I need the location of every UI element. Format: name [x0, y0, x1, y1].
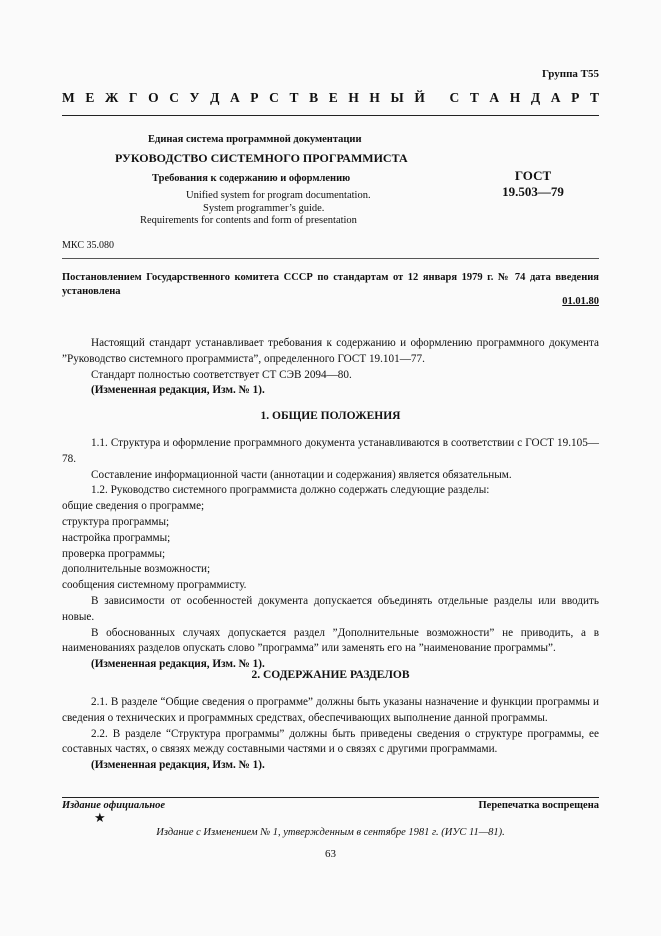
gost-label: ГОСТ	[514, 168, 552, 183]
gost-number: 19.503—79	[502, 184, 564, 199]
title-en-line-2: System programmer’s guide.	[203, 203, 325, 214]
title-en-line-3: Requirements for contents and form of presentation	[140, 215, 357, 226]
standard-type-heading	[62, 90, 599, 106]
section-2-amendment: (Измененная редакция, Изм. № 1).	[91, 759, 265, 772]
list-item: структура программы;	[62, 515, 170, 528]
list-item: настройка программы;	[62, 531, 171, 544]
top-rule	[62, 115, 599, 116]
list-item: проверка программы;	[62, 547, 166, 560]
heading-letter: А	[229, 90, 240, 105]
list-item: дополнительные возможности;	[62, 563, 211, 576]
mks-code: МКС 35.080	[62, 240, 114, 251]
clause-2-2: 2.2. В разделе “Структура программы” должны быть приведены сведения о структуре программы, ее составных частях, о связях между составными частями и о связях с другими программами.	[62, 727, 599, 756]
section-2-body	[62, 695, 599, 774]
list-item: общие сведения о программе;	[62, 500, 205, 513]
star-icon: ★	[94, 810, 106, 825]
decree-text: Постановлением Государственного комитета СССР по стандартам от 12 января 1979 г. № 74 дата введения установлена	[62, 272, 599, 297]
heading-letter: Т	[469, 90, 479, 105]
heading-letter: В	[309, 90, 319, 105]
heading-letter: Й	[414, 90, 425, 105]
heading-letter: Ж	[104, 90, 119, 105]
intro-block	[62, 336, 599, 399]
introduction-date: 01.01.80	[562, 296, 599, 307]
justified-cases-text: В обоснованных случаях допускается раздел ”Дополнительные возможности” не приводить, а в наименованиях разделов опускать слово ”программа” или заменять его на ”наименование программы”.	[62, 626, 599, 655]
sections-list	[62, 499, 599, 594]
document-title: РУКОВОДСТВО СИСТЕМНОГО ПРОГРАММИСТА	[115, 151, 408, 165]
heading-letter: Н	[369, 90, 380, 105]
section-1-amendment: (Измененная редакция, Изм. № 1).	[91, 658, 265, 671]
info-part-text: Составление информационной части (аннотации и содержания) является обязательным.	[91, 468, 512, 481]
heading-letter: С	[169, 90, 179, 105]
list-item: сообщения системному программисту.	[62, 579, 247, 592]
heading-letter: Д	[210, 90, 220, 105]
heading-letter: А	[550, 90, 561, 105]
heading-letter: Д	[530, 90, 541, 105]
section-1-body	[62, 436, 599, 673]
combine-sections-text: В зависимости от особенностей документа допускается объединять отдельные разделы или вводить новые.	[62, 594, 599, 623]
system-name-ru: Единая система программной документации	[148, 134, 362, 145]
heading-letter: М	[62, 90, 75, 105]
heading-letter: Т	[289, 90, 299, 105]
heading-letter: Н	[509, 90, 521, 105]
heading-letter: Р	[571, 90, 580, 105]
section-2-heading-wrap	[62, 668, 599, 684]
requirements-ru: Требования к содержанию и оформлению	[152, 173, 351, 184]
middle-rule	[62, 258, 599, 259]
intro-amendment: (Измененная редакция, Изм. № 1).	[91, 384, 265, 397]
page-number: 63	[325, 848, 336, 860]
clause-2-1: 2.1. В разделе “Общие сведения о программе” должны быть указаны назначение и функции программы и сведения о технических и программных средствах, обеспечивающих выполнение данной программы.	[62, 696, 599, 724]
heading-letter: Т	[589, 90, 599, 105]
heading-letter: С	[449, 90, 460, 105]
heading-letter: А	[489, 90, 500, 105]
heading-letter: Е	[328, 90, 338, 105]
heading-letter: Н	[348, 90, 359, 105]
heading-letter: Е	[85, 90, 95, 105]
official-edition: Издание официальное	[62, 800, 166, 811]
clause-1-1: 1.1. Структура и оформление программного документа устанавливаются в соответствии с ГОСТ 19.105—78.	[62, 437, 599, 465]
intro-compliance: Стандарт полностью соответствует СТ СЭВ 2094—80.	[91, 368, 352, 381]
clause-1-2: 1.2. Руководство системного программиста должно содержать следующие разделы:	[91, 484, 490, 497]
intro-paragraph: Настоящий стандарт устанавливает требования к содержанию и оформлению программного документа ”Руководство системного программиста”, определенного ГОСТ 19.101—77.	[62, 337, 599, 365]
heading-letter: Г	[128, 90, 138, 105]
heading-letter: У	[189, 90, 200, 105]
heading-letter	[436, 90, 439, 106]
edition-note: Издание с Изменением № 1, утвержденным в сентябре 1981 г. (ИУС 11—81).	[156, 827, 505, 838]
title-en-line-1: Unified system for program documentation.	[186, 190, 371, 201]
heading-letter: Р	[250, 90, 259, 105]
section-1-heading-wrap	[62, 409, 599, 425]
gost-designation	[498, 168, 568, 200]
heading-letter: С	[269, 90, 279, 105]
section-2-heading: 2. СОДЕРЖАНИЕ РАЗДЕЛОВ	[251, 669, 410, 681]
reprint-prohibited: Перепечатка воспрещена	[478, 800, 599, 811]
heading-letter: О	[148, 90, 159, 105]
group-code: Группа Т55	[541, 68, 599, 80]
footer-rule	[62, 797, 599, 798]
section-1-heading: 1. ОБЩИЕ ПОЛОЖЕНИЯ	[260, 410, 401, 422]
heading-letter: Ы	[390, 90, 404, 105]
